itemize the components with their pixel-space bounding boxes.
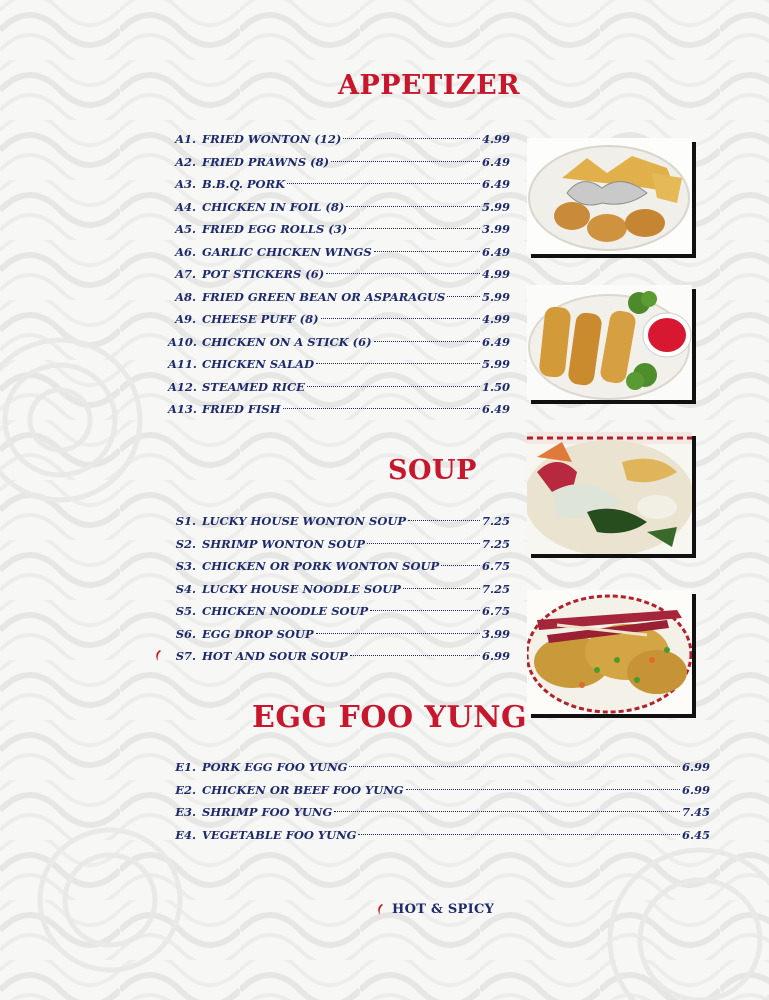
item-code: S7. [175, 649, 196, 663]
legend-label: HOT & SPICY [392, 902, 495, 917]
menu-item [168, 218, 510, 241]
item-name: CHICKEN ON A STICK (6) [202, 334, 372, 349]
menu-item [168, 151, 510, 174]
leader-dots [367, 543, 480, 544]
item-price: 3.99 [481, 222, 510, 236]
item-code: E2. [175, 782, 196, 797]
item-code: S5. [175, 604, 196, 618]
item-name: SHRIMP FOO YUNG [202, 805, 333, 819]
leader-dots [307, 386, 480, 387]
item-price: 6.75 [481, 604, 510, 618]
leader-dots [287, 183, 480, 184]
item-code: S1. [175, 514, 196, 528]
leader-dots [350, 655, 480, 656]
item-code: A1. [175, 132, 196, 146]
leader-dots [447, 296, 480, 297]
leader-dots [283, 408, 480, 409]
item-name: LUCKY HOUSE WONTON SOUP [202, 514, 407, 528]
item-name: FRIED EGG ROLLS (3) [202, 222, 348, 236]
leader-dots [374, 341, 480, 342]
item-price: 5.99 [481, 357, 510, 371]
item-price: 7.25 [481, 536, 510, 551]
item-price: 6.75 [481, 559, 510, 573]
item-name: CHICKEN IN FOIL (8) [202, 199, 345, 214]
leader-dots [349, 766, 680, 767]
item-code: S2. [175, 536, 196, 551]
leader-dots [408, 520, 480, 521]
leader-dots [349, 228, 480, 229]
item-price: 6.99 [681, 760, 710, 774]
menu-item [168, 173, 510, 196]
item-price: 6.49 [481, 154, 510, 169]
item-code: A3. [175, 177, 196, 191]
item-name: EGG DROP SOUP [202, 626, 314, 641]
leader-dots [358, 834, 680, 835]
item-name: HOT AND SOUR SOUP [202, 649, 348, 663]
menu-item [168, 779, 710, 802]
item-name: B.B.Q. PORK [202, 177, 286, 191]
item-price: 4.99 [481, 132, 510, 146]
item-price: 6.45 [681, 827, 710, 842]
menu-item [168, 756, 710, 779]
item-name: CHICKEN OR BEEF FOO YUNG [202, 782, 404, 797]
item-name: FRIED GREEN BEAN OR ASPARAGUS [202, 289, 446, 304]
menu-item [168, 578, 510, 601]
menu-item [168, 645, 510, 668]
leader-dots [346, 206, 480, 207]
leader-dots [370, 610, 480, 611]
item-name: CHEESE PUFF (8) [202, 312, 319, 326]
item-price: 5.99 [481, 199, 510, 214]
item-price: 6.49 [481, 402, 510, 416]
hot-and-spicy-legend [376, 902, 494, 917]
item-price: 7.45 [681, 805, 710, 819]
item-code: S4. [175, 581, 196, 596]
section-title-appetizer: APPETIZER [338, 70, 521, 101]
item-code: A13. [168, 402, 197, 416]
item-name: PORK EGG FOO YUNG [202, 760, 348, 774]
soup-list [168, 510, 510, 668]
item-name: FRIED PRAWNS (8) [202, 154, 330, 169]
item-name: CHICKEN SALAD [202, 357, 315, 371]
item-code: E4. [175, 827, 196, 842]
menu-item [168, 801, 710, 824]
item-name: LUCKY HOUSE NOODLE SOUP [202, 581, 401, 596]
item-name: GARLIC CHICKEN WINGS [202, 244, 372, 259]
appetizer-list [168, 128, 510, 421]
menu-item [168, 824, 710, 847]
leader-dots [406, 789, 680, 790]
item-name: SHRIMP WONTON SOUP [202, 536, 366, 551]
item-code: A5. [175, 222, 196, 236]
menu-item [168, 510, 510, 533]
item-name: VEGETABLE FOO YUNG [202, 827, 357, 842]
item-code: A9. [175, 312, 196, 326]
item-code: A10. [168, 334, 197, 349]
menu-item [168, 263, 510, 286]
wonton-soup-photo [527, 432, 692, 554]
item-name: FRIED FISH [202, 402, 281, 416]
egg-foo-yung-list [168, 756, 710, 846]
menu-item [168, 600, 510, 623]
menu-item [168, 376, 510, 399]
item-code: A2. [175, 154, 196, 169]
menu-item [168, 196, 510, 219]
menu-item [168, 623, 510, 646]
item-code: E3. [175, 805, 196, 819]
leader-dots [343, 138, 480, 139]
item-price: 1.50 [481, 379, 510, 394]
menu-item [168, 128, 510, 151]
item-price: 3.99 [481, 626, 510, 641]
item-price: 4.99 [481, 312, 510, 326]
item-name: FRIED WONTON (12) [202, 132, 342, 146]
item-price: 6.99 [681, 782, 710, 797]
item-code: A4. [175, 199, 196, 214]
menu-item [168, 331, 510, 354]
leader-dots [441, 565, 480, 566]
menu-item [168, 533, 510, 556]
item-code: S3. [175, 559, 196, 573]
leader-dots [331, 161, 480, 162]
chili-pepper-icon [376, 903, 384, 916]
item-name: POT STICKERS (6) [202, 267, 325, 281]
section-title-soup: SOUP [388, 455, 477, 486]
leader-dots [316, 633, 480, 634]
item-price: 6.49 [481, 334, 510, 349]
chili-pepper-icon [154, 649, 162, 662]
item-price: 7.25 [481, 514, 510, 528]
item-code: A11. [168, 357, 197, 371]
item-name: STEAMED RICE [202, 379, 305, 394]
leader-dots [334, 811, 680, 812]
item-code: A6. [175, 244, 196, 259]
egg-rolls-photo [527, 285, 692, 400]
item-price: 4.99 [481, 267, 510, 281]
leader-dots [374, 251, 480, 252]
item-name: CHICKEN NOODLE SOUP [202, 604, 369, 618]
menu-item [168, 398, 510, 421]
item-price: 5.99 [481, 289, 510, 304]
item-price: 6.49 [481, 177, 510, 191]
fried-wonton-photo [527, 138, 692, 254]
menu-item [168, 308, 510, 331]
item-code: E1. [175, 760, 196, 774]
item-code: A12. [168, 379, 197, 394]
menu-item [168, 241, 510, 264]
item-code: A8. [175, 289, 196, 304]
leader-dots [326, 273, 480, 274]
item-name: CHICKEN OR PORK WONTON SOUP [202, 559, 440, 573]
leader-dots [316, 363, 480, 364]
item-code: S6. [175, 626, 196, 641]
item-price: 6.49 [481, 244, 510, 259]
item-code: A7. [175, 267, 196, 281]
item-price: 7.25 [481, 581, 510, 596]
menu-item [168, 353, 510, 376]
item-price: 6.99 [481, 649, 510, 663]
menu-item [168, 286, 510, 309]
menu-item [168, 555, 510, 578]
egg-foo-yung-photo [527, 590, 692, 714]
leader-dots [321, 318, 480, 319]
leader-dots [403, 588, 480, 589]
section-title-egg-foo-yung: EGG FOO YUNG [252, 700, 528, 735]
